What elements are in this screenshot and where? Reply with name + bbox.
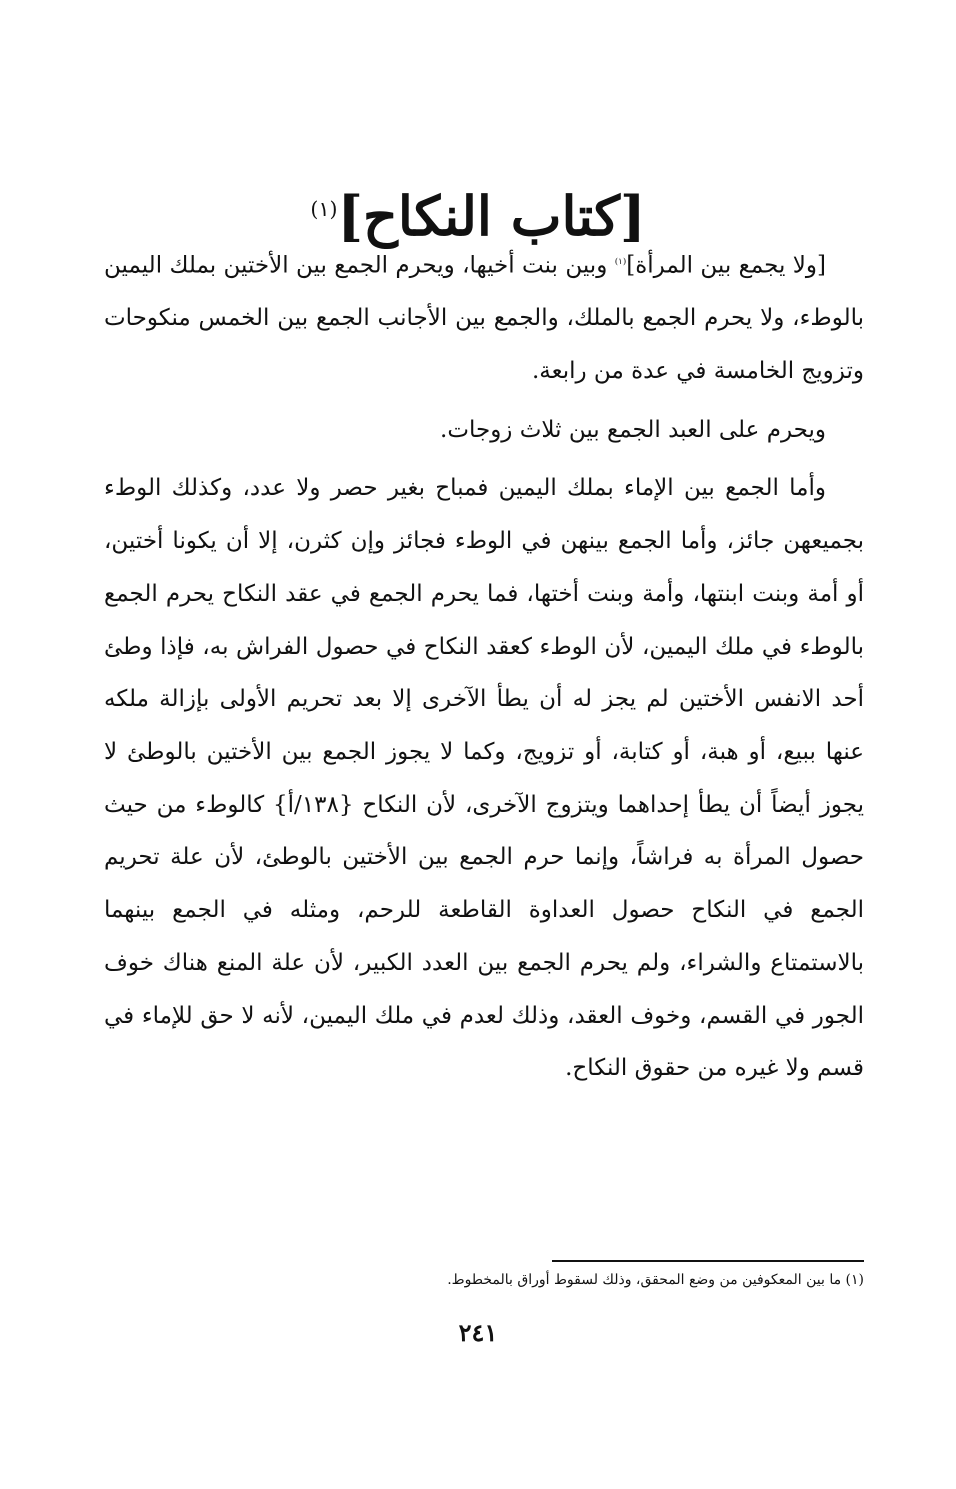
paragraph-1-footnote-ref: (١)	[614, 257, 627, 267]
paragraph-1-opening: [ولا يجمع بين المرأة]	[626, 252, 826, 279]
page-number: ٢٤١	[458, 1318, 498, 1347]
title-footnote-ref: (١)	[310, 197, 338, 222]
paragraph-3: وأما الجمع بين الإماء بملك اليمين فمباح بغير حصر ولا عدد، وكذلك الوطء بجميعهن جائز، وأما الجمع بينهن في الوطء فجائز وإن كثرن، إلا أن يكونا أختين، أو أمة وبنت ابنتها، وأمة وبنت أختها، فما يحرم الجمع في عقد النكاح يحرم الجمع بالوطء في ملك اليمين، لأن الوطء كعقد النكاح في حصول الفراش به، فإذا وطئ أحد الانفس الأختين لم يجز له أن يطأ الآخرى إلا بعد تحريم الأولى بإزالة ملكه عنها ببيع، أو هبة، أو كتابة، أو تزويج، وكما لا يجوز الجمع بين الأختين بالوطئ لا يجوز أيضاً أن يطأ إحداهما ويتزوج الآخرى، لأن النكاح {١٣٨/أ} كالوطء من حيث حصول المرأة به فراشاً، وإنما حرم الجمع بين الأختين بالوطئ، لأن علة تحريم الجمع في النكاح حصول العداوة القاطعة للرحم، ومثله في الجمع بينهما بالاستمتاع والشراء، ولم يحرم الجمع بين العدد الكبير، لأن علة المنع هناك خوف الجور في القسم، وخوف العقد، وذلك لعدم في ملك اليمين، لأنه لا حق للإماء في قسم ولا غيره من حقوق النكاح.	[104, 475, 864, 1082]
footnote-divider	[552, 1260, 864, 1262]
chapter-title-text: [كتاب النكاح]	[337, 184, 646, 249]
paragraph-2: ويحرم على العبد الجمع بين ثلاث زوجات.	[440, 416, 826, 443]
paragraph-1-rest: وبين بنت أخيها، ويحرم الجمع بين الأختين بملك اليمين بالوطء، ولا يحرم الجمع بالملك، والجمع بين الأجانب الجمع بين الخمس منكوحات وتزويج الخامسة في عدة من رابعة.	[104, 252, 864, 385]
paragraph-1	[104, 236, 864, 398]
footnote: (١) ما بين المعكوفين من وضع المحقق، وذلك لسقوط أوراق بالمخطوط.	[447, 1272, 864, 1288]
body-text	[104, 236, 864, 1095]
